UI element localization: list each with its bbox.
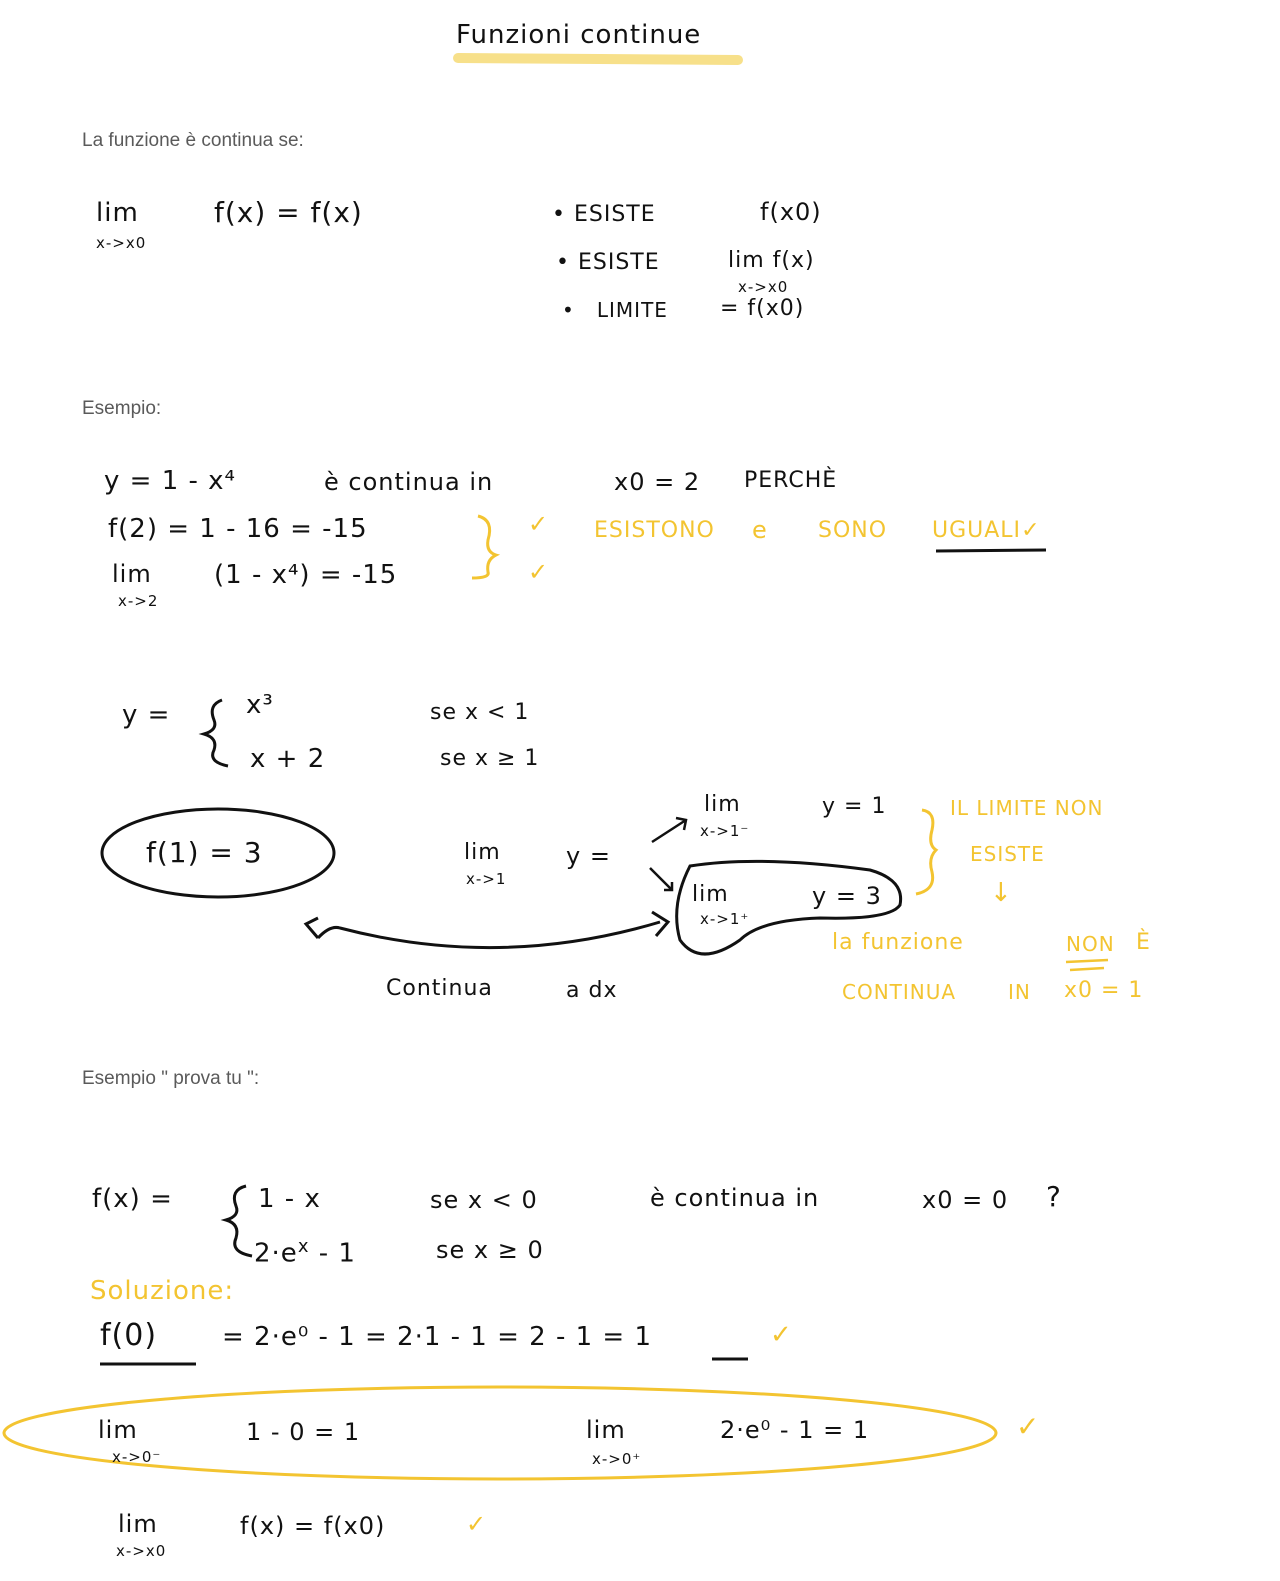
ex2-y: y = bbox=[122, 700, 171, 730]
ex3-case1: 1 - x bbox=[258, 1184, 321, 1214]
ex1-check-2: ✓ bbox=[528, 558, 550, 586]
arrow-down bbox=[650, 868, 672, 890]
ex3-soluzione: Soluzione: bbox=[90, 1276, 235, 1306]
ex1-line1: y = 1 - x⁴ bbox=[104, 466, 236, 496]
title-highlight bbox=[458, 58, 738, 60]
ex2-note-e: È bbox=[1136, 930, 1151, 955]
ex2-a-dx-label: a dx bbox=[566, 978, 618, 1003]
ex1-lim-sub: x->2 bbox=[118, 592, 159, 610]
ex1-note-sono: SONO bbox=[818, 518, 888, 543]
ex2-yellow-brace bbox=[916, 810, 936, 894]
ex2-lim-sub: x->1 bbox=[466, 870, 507, 888]
condition-2-value: lim f(x) bbox=[728, 248, 815, 273]
ex3-check-2: ✓ bbox=[1016, 1410, 1041, 1443]
ex2-note-limite: IL LIMITE NON bbox=[950, 796, 1104, 820]
ex1-continua: è continua in bbox=[324, 468, 494, 496]
ex2-note-esiste: ESISTE bbox=[970, 842, 1045, 866]
ex2-lim: lim bbox=[464, 840, 501, 865]
condition-2-sub: x->x0 bbox=[738, 278, 789, 296]
condition-1-label: • ESISTE bbox=[552, 202, 656, 227]
ex1-brace bbox=[472, 516, 496, 578]
ex3-check-3: ✓ bbox=[466, 1510, 488, 1538]
ex3-left-lim: lim bbox=[98, 1416, 138, 1444]
def-lim: lim bbox=[96, 198, 139, 228]
ex3-right-val: 2·e⁰ - 1 = 1 bbox=[720, 1416, 870, 1444]
ex2-left-val: y = 1 bbox=[822, 794, 887, 819]
ex3-right-sub: x->0⁺ bbox=[592, 1450, 642, 1468]
ex3-case1-cond: se x < 0 bbox=[430, 1186, 538, 1214]
ex2-case2: x + 2 bbox=[250, 744, 326, 774]
ex2-note-funzione: la funzione bbox=[832, 930, 964, 955]
def-lim-sub: x->x0 bbox=[96, 234, 147, 252]
ex2-note-continua: CONTINUA bbox=[842, 980, 957, 1004]
ex1-line3: (1 - x⁴) = -15 bbox=[214, 560, 398, 590]
ex3-check-1: ✓ bbox=[770, 1320, 793, 1350]
ex2-case2-cond: se x ≥ 1 bbox=[440, 746, 540, 771]
ex3-f0: f(0) bbox=[100, 1318, 158, 1353]
ex3-qmark: ? bbox=[1046, 1180, 1062, 1213]
page-title: Funzioni continue bbox=[456, 20, 702, 50]
ex1-note-esistono: ESISTONO bbox=[594, 518, 715, 543]
ex1-x0: x0 = 2 bbox=[614, 468, 701, 496]
ex2-note-in: IN bbox=[1008, 980, 1031, 1004]
ex1-check-1: ✓ bbox=[528, 510, 550, 538]
ex2-right-sub: x->1⁺ bbox=[700, 910, 750, 928]
ex3-case2: $2\cdot e^x - 1$ bbox=[254, 1236, 356, 1269]
intro-text: La funzione è continua se: bbox=[82, 130, 304, 151]
condition-3-label: • LIMITE bbox=[562, 298, 668, 322]
ex2-brace bbox=[204, 700, 228, 766]
ex2-right-val: y = 3 bbox=[812, 882, 882, 910]
ex2-case1: x³ bbox=[246, 690, 274, 720]
ex2-note-non: NON bbox=[1066, 932, 1115, 956]
condition-1-value: f(x0) bbox=[760, 198, 822, 226]
ex1-note-e: e bbox=[752, 516, 768, 544]
ex2-left-lim: lim bbox=[704, 792, 741, 817]
condition-2-label: • ESISTE bbox=[556, 250, 660, 275]
ex2-continua-label: Continua bbox=[386, 976, 493, 1001]
uguali-underline bbox=[936, 550, 1046, 551]
ex3-left-val: 1 - 0 = 1 bbox=[246, 1418, 361, 1446]
ex1-line2: f(2) = 1 - 16 = -15 bbox=[108, 514, 368, 544]
ex3-question: è continua in bbox=[650, 1184, 820, 1212]
ex3-final-lim: lim bbox=[118, 1510, 158, 1538]
ex3-final-eq: f(x) = f(x0) bbox=[240, 1512, 386, 1540]
condition-3-value: = f(x0) bbox=[720, 296, 805, 321]
continua-arc bbox=[306, 912, 668, 948]
ex3-final-sub: x->x0 bbox=[116, 1542, 167, 1560]
ex1-perche: PERCHÈ bbox=[744, 468, 838, 493]
ex2-f1: f(1) = 3 bbox=[146, 836, 263, 869]
try-label: Esempio " prova tu ": bbox=[82, 1068, 260, 1089]
ex2-note-x0: x0 = 1 bbox=[1064, 978, 1144, 1003]
ex2-left-sub: x->1⁻ bbox=[700, 822, 750, 840]
arrow-up bbox=[652, 818, 686, 842]
non-underline bbox=[1066, 960, 1108, 970]
ex2-case1-cond: se x < 1 bbox=[430, 700, 530, 725]
ex1-note-uguali: UGUALI✓ bbox=[932, 518, 1041, 543]
ex2-y-eq: y = bbox=[566, 842, 611, 870]
ex3-fx: f(x) = bbox=[92, 1184, 173, 1214]
ex3-brace bbox=[226, 1186, 252, 1256]
ex3-x0: x0 = 0 bbox=[922, 1186, 1009, 1214]
example-label: Esempio: bbox=[82, 398, 162, 419]
ex1-lim: lim bbox=[112, 560, 152, 588]
def-equation: f(x) = f(x) bbox=[214, 196, 363, 229]
ex3-f0-result: = 2·e⁰ - 1 = 2·1 - 1 = 2 - 1 = 1 bbox=[222, 1322, 653, 1352]
ex2-note-arrow: ↓ bbox=[990, 878, 1013, 908]
ex3-left-sub: x->0⁻ bbox=[112, 1448, 162, 1466]
ex2-right-lim: lim bbox=[692, 882, 729, 907]
ex3-right-lim: lim bbox=[586, 1416, 626, 1444]
ex3-case2-cond: se x ≥ 0 bbox=[436, 1236, 544, 1264]
